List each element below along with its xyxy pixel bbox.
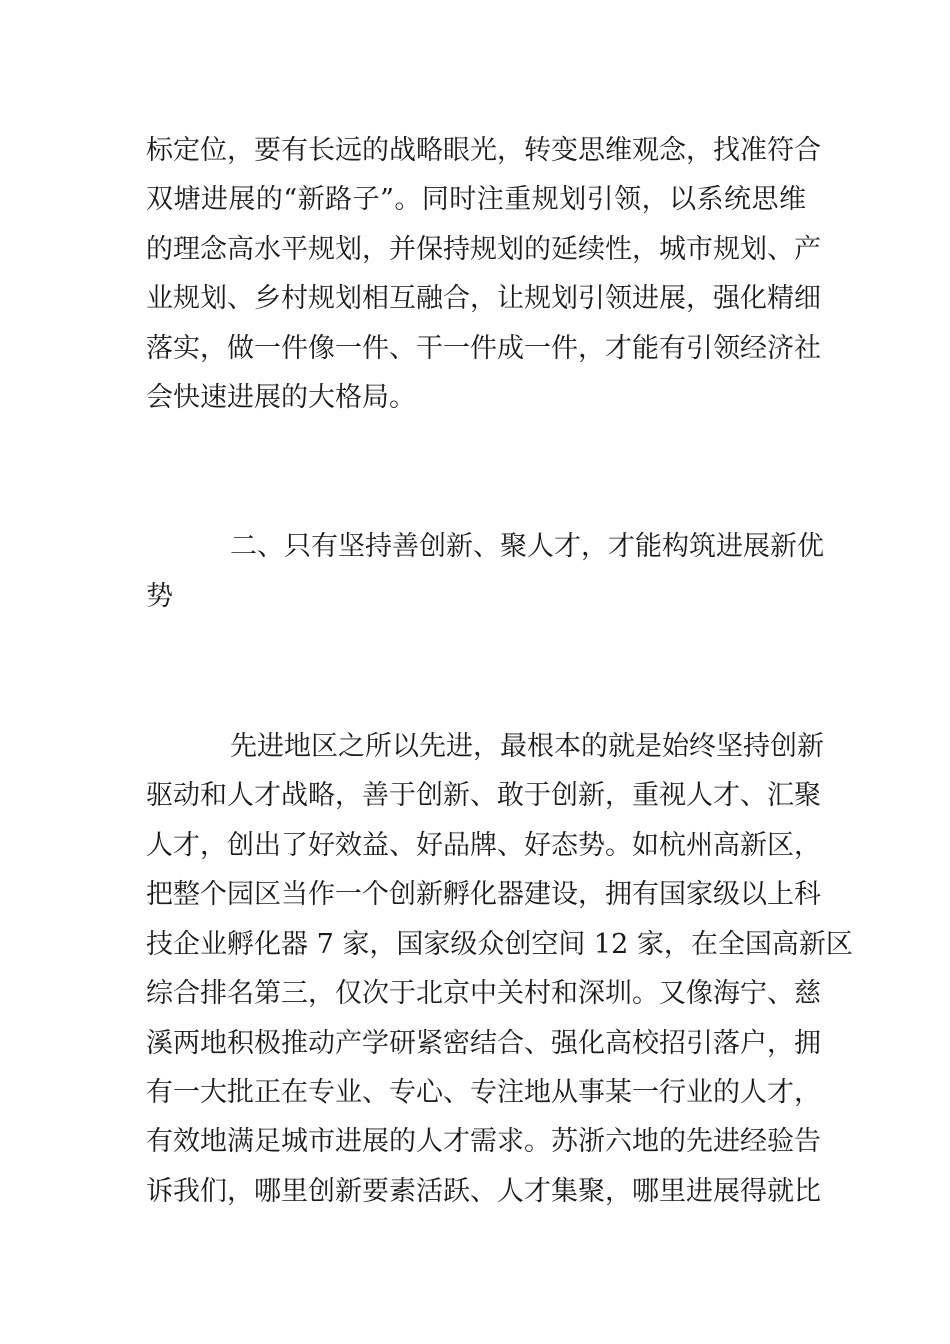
paragraph-2-line-3: 人才，创出了好效益、好品牌、好态势。如杭州高新区， — [146, 830, 821, 861]
paragraph-2-line-4: 把整个园区当作一个创新孵化器建设，拥有国家级以上科 — [146, 879, 821, 910]
paragraph-1-line-5: 落实，做一件像一件、干一件成一件，才能有引领经济社 — [146, 333, 821, 364]
section-heading-line-2: 势 — [146, 581, 173, 612]
paragraph-1-line-1: 标定位，要有长远的战略眼光，转变思维观念，找准符合 — [146, 135, 821, 166]
paragraph-1-line-4: 业规划、乡村规划相互融合，让规划引领进展，强化精细 — [146, 283, 821, 314]
paragraph-1-line-3: 的理念高水平规划，并保持规划的延续性，城市规划、产 — [146, 234, 821, 265]
paragraph-2-line-9: 有效地满足城市进展的人才需求。苏浙六地的先进经验告 — [146, 1126, 821, 1157]
paragraph-2-line-2: 驱动和人才战略，善于创新、敢于创新，重视人才、汇聚 — [146, 780, 821, 811]
paragraph-1-line-6: 会快速进展的大格局。 — [146, 382, 416, 413]
paragraph-1-line-2: 双塘进展的“新路子”。同时注重规划引领，以系统思维 — [146, 184, 806, 215]
paragraph-2-line-6: 综合排名第三，仅次于北京中关村和深圳。又像海宁、慈 — [146, 978, 821, 1009]
section-heading-line-1: 二、只有坚持善创新、聚人才，才能构筑进展新优 — [230, 531, 824, 562]
paragraph-2-line-5: 技企业孵化器 7 家，国家级众创空间 12 家，在全国高新区 — [146, 929, 853, 960]
paragraph-2-line-1: 先进地区之所以先进，最根本的就是始终坚持创新 — [230, 731, 824, 762]
paragraph-2-line-10: 诉我们，哪里创新要素活跃、人才集聚，哪里进展得就比 — [146, 1176, 821, 1207]
paragraph-2-line-8: 有一大批正在专业、专心、专注地从事某一行业的人才， — [146, 1077, 821, 1108]
paragraph-2-line-7: 溪两地积极推动产学研紧密结合、强化高校招引落户，拥 — [146, 1028, 821, 1059]
